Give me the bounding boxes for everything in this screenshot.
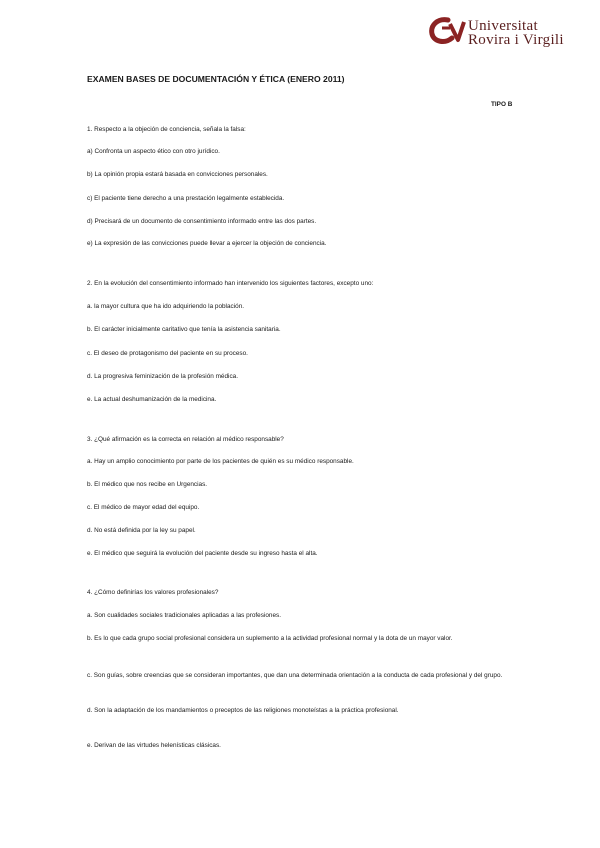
q3-option-e: e. El médico que seguirá la evolución del paciente desde su ingreso hasta el alta.	[87, 550, 318, 557]
q2-option-a: a. la mayor cultura que ha ido adquiriendo la población.	[87, 303, 245, 310]
q4-option-b: b. Es lo que cada grupo social profesional considera un suplemento a la actividad profesional normal y la dota de un mayor valor.	[87, 635, 453, 642]
question-4: 4. ¿Cómo definirías los valores profesionales?	[87, 589, 219, 596]
exam-title: EXAMEN BASES DE DOCUMENTACIÓN Y ÉTICA (ENERO 2011)	[87, 74, 345, 84]
logo-line-1: Universitat	[468, 18, 538, 34]
q1-option-a: a) Confronta un aspecto ético con otro jurídico.	[87, 148, 220, 155]
university-logo	[428, 16, 578, 48]
q2-option-e: e. La actual deshumanización de la medicina.	[87, 396, 217, 403]
q2-option-b: b. El carácter inicialmente caritativo que tenía la asistencia sanitaria.	[87, 326, 281, 333]
urv-emblem-icon	[428, 16, 466, 46]
q1-option-b: b) La opinión propia estará basada en convicciones personales.	[87, 171, 268, 178]
question-2: 2. En la evolución del consentimiento informado han intervenido los siguientes factores, excepto uno:	[87, 280, 374, 287]
q3-option-d: d. No está definida por la ley su papel.	[87, 527, 196, 534]
q1-option-d: d) Precisará de un documento de consentimiento informado entre las dos partes.	[87, 218, 317, 225]
q3-option-a: a. Hay un amplio conocimiento por parte de los pacientes de quién es su médico responsable.	[87, 458, 354, 465]
exam-type: TIPO B	[491, 101, 513, 108]
q1-option-c: c) El paciente tiene derecho a una prestación legalmente establecida.	[87, 195, 285, 202]
q2-option-d: d. La progresiva feminización de la profesión médica.	[87, 373, 238, 380]
q4-option-c: c. Son guías, sobre creencias que se consideran importantes, que dan una determinada orientación a la conducta de cada profesional y del grupo.	[87, 672, 503, 679]
question-3: 3. ¿Qué afirmación es la correcta en relación al médico responsable?	[87, 436, 284, 443]
university-name	[468, 19, 564, 47]
q2-option-c: c. El deseo de protagonismo del paciente en su proceso.	[87, 350, 248, 357]
q4-option-e: e. Derivan de las virtudes helenísticas clásicas.	[87, 742, 221, 749]
q3-option-b: b. El médico que nos recibe en Urgencias.	[87, 481, 208, 488]
question-1: 1. Respecto a la objeción de conciencia, señala la falsa:	[87, 126, 246, 133]
q1-option-e: e) La expresión de las convicciones puede llevar a ejercer la objeción de conciencia.	[87, 240, 327, 247]
q4-option-a: a. Son cualidades sociales tradicionales aplicadas a las profesiones.	[87, 612, 281, 619]
q4-option-d: d. Son la adaptación de los mandamientos o preceptos de las religiones monoteístas a la práctica profesional.	[87, 707, 399, 714]
logo-line-2: Rovira i Virgili	[468, 32, 564, 48]
q3-option-c: c. El médico de mayor edad del equipo.	[87, 504, 200, 511]
